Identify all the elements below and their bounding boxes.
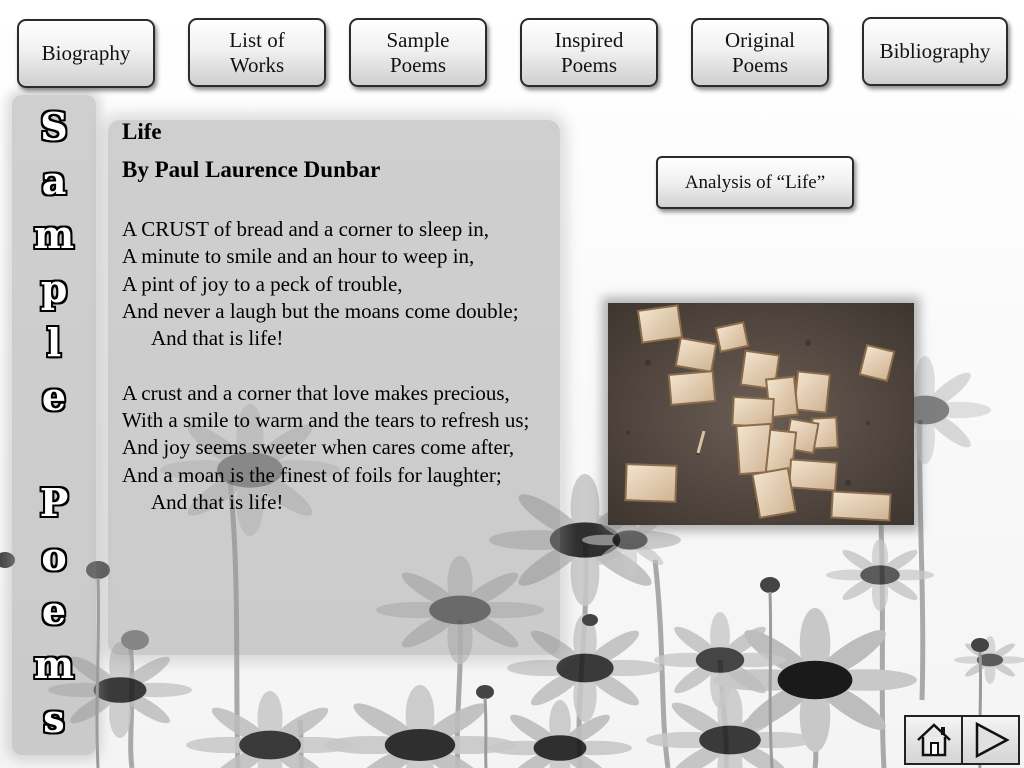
poem-line: A pint of joy to a peck of trouble,	[122, 271, 403, 296]
side-title-letter: P	[39, 480, 69, 525]
home-button[interactable]	[906, 717, 963, 763]
side-title-letter: s	[43, 696, 65, 741]
nav-biography-label: Biography	[41, 41, 131, 65]
nav-bibliography-label: Bibliography	[879, 39, 991, 63]
bread-crumbs-photo	[608, 303, 914, 525]
side-title-letter: S	[40, 104, 68, 149]
home-icon	[914, 721, 954, 759]
next-arrow-icon	[971, 721, 1011, 759]
side-title-letter: o	[41, 534, 67, 579]
side-title-letter: m	[33, 642, 75, 687]
slide-controls	[904, 715, 1020, 765]
poem-refrain: And that is life!	[151, 489, 284, 514]
nav-bibliography-button[interactable]	[862, 17, 1008, 86]
side-title-letter: p	[40, 266, 68, 311]
poem-line: And joy seems sweeter when cares come after,	[122, 435, 515, 460]
nav-inspired-poems-button[interactable]	[520, 18, 658, 87]
poem-line: A minute to smile and an hour to weep in,	[122, 244, 475, 269]
nav-sample-poems-button[interactable]	[349, 18, 487, 87]
nav-original-poems-button[interactable]	[691, 18, 829, 87]
side-title	[12, 100, 96, 746]
analysis-button[interactable]	[656, 156, 854, 209]
poem-title: Life	[122, 119, 162, 144]
poem-stanza	[122, 380, 562, 516]
side-title-letter: e	[41, 374, 67, 419]
nav-original-poems-label: Original Poems	[725, 27, 795, 77]
next-button[interactable]	[963, 717, 1018, 763]
poem-line: And a moan is the finest of foils for laughter;	[122, 462, 502, 487]
poem-line: A crust and a corner that love makes precious,	[122, 380, 510, 405]
analysis-button-label: Analysis of “Life”	[684, 171, 826, 193]
poem-refrain: And that is life!	[151, 326, 284, 351]
nav-biography-button[interactable]	[17, 19, 155, 88]
poem-body	[122, 216, 562, 516]
side-title-letter: l	[46, 320, 62, 365]
side-title-letter: a	[41, 158, 67, 203]
poem-line: And never a laugh but the moans come double;	[122, 298, 519, 323]
nav-list-of-works-button[interactable]	[188, 18, 326, 87]
side-title-letter: m	[33, 212, 75, 257]
nav-list-of-works-label: List of Works	[229, 27, 285, 77]
poem-content	[122, 118, 562, 544]
side-title-letter: e	[41, 588, 67, 633]
nav-sample-poems-label: Sample Poems	[386, 27, 450, 77]
poem-stanza	[122, 216, 562, 352]
poem-author: By Paul Laurence Dunbar	[122, 157, 381, 182]
poem-line: A CRUST of bread and a corner to sleep in,	[122, 217, 490, 241]
poem-line: With a smile to warm and the tears to refresh us;	[122, 408, 530, 433]
nav-inspired-poems-label: Inspired Poems	[554, 27, 624, 77]
